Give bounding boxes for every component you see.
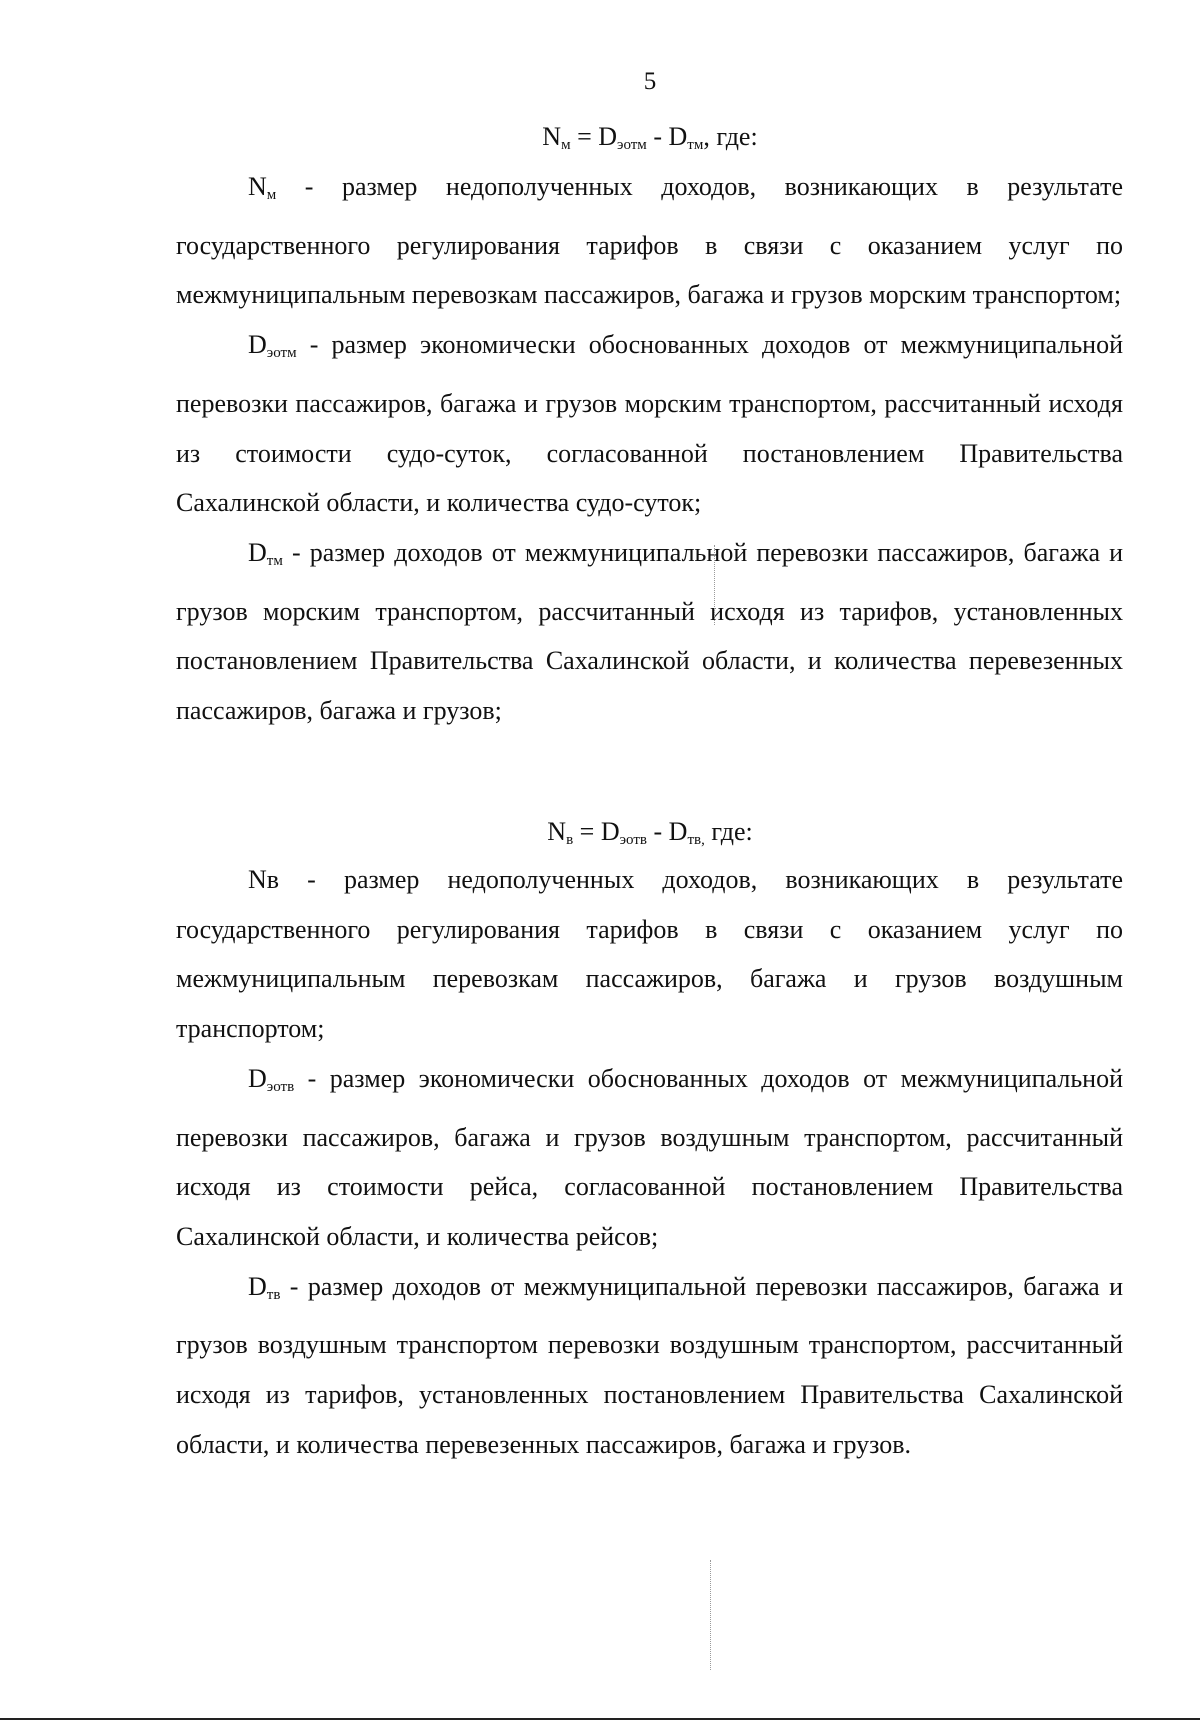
formula-term-2-subscript: тв, <box>687 832 705 848</box>
definition-text: - размер доходов от межмуниципальной перевозки пассажиров, багажа и грузов воздушным транспортом перевозки воздушным транспортом, рассчитанный исходя из тарифов, установленных постановлением Правительства Сахалинской области, и количества перевезенных пассажиров, багажа и грузов. <box>176 1271 1123 1459</box>
definition-symbol: D <box>248 537 267 567</box>
definition-symbol-subscript: тв <box>266 1286 281 1303</box>
formula-tail: где: <box>704 817 753 846</box>
definition-d-eotv <box>176 1054 1123 1262</box>
formula-lhs-subscript: м <box>561 137 571 153</box>
definition-symbol: Nв <box>248 865 280 894</box>
formula-tail: , где: <box>703 122 758 151</box>
definition-text: - размер экономически обоснованных доходов от межмуниципальной перевозки пассажиров, багажа и грузов морским транспортом, рассчитанный исходя из стоимости судо-суток, согласованной постановлением Правительства Сахалинской области, и количества судо-суток; <box>176 330 1123 518</box>
formula-term-1-subscript: эотв <box>619 832 647 848</box>
formula-minus: - <box>647 817 669 846</box>
scan-artifact-dots <box>714 545 716 625</box>
definition-symbol-subscript: эотв <box>266 1078 295 1095</box>
formula-lhs: N <box>547 817 567 846</box>
formula-term-2: D <box>668 122 688 151</box>
formula-term-1: D <box>600 817 620 846</box>
definition-text: - размер доходов от межмуниципальной перевозки пассажиров, багажа и грузов морским транспортом, рассчитанный исходя из тарифов, установленных постановлением Правительства Сахалинской области, и количества перевезенных пассажиров, багажа и грузов; <box>176 537 1123 726</box>
definition-symbol: N <box>248 172 267 201</box>
formula-term-1: D <box>598 122 618 151</box>
definitions-air-transport <box>176 855 1123 1469</box>
formula-minus: - <box>646 122 669 151</box>
definition-text: - размер недополученных доходов, возникающих в результате государственного регулирования тарифов в связи с оказанием услуг по межмуниципальным перевозкам пассажиров, багажа и грузов морским транспортом; <box>176 172 1123 310</box>
definition-text: - размер недополученных доходов, возникающих в результате государственного регулирования тарифов в связи с оказанием услуг по межмуниципальным перевозкам пассажиров, багажа и грузов воздушным транспортом; <box>176 865 1123 1044</box>
formula-lhs: N <box>542 122 562 151</box>
formula-lhs-subscript: в <box>566 832 574 848</box>
definition-n-v <box>176 855 1123 1054</box>
formula-term-1-subscript: эотм <box>617 137 647 153</box>
formula-term-2-subscript: тм <box>687 137 704 153</box>
definition-symbol: D <box>248 1063 267 1093</box>
scan-artifact-dots <box>710 1560 712 1670</box>
scan-edge-line <box>0 1718 1200 1720</box>
definition-symbol-subscript: тм <box>266 552 283 569</box>
definition-d-tm <box>176 528 1123 736</box>
definition-symbol: D <box>248 330 267 360</box>
definition-text: - размер экономически обоснованных доходов от межмуниципальной перевозки пассажиров, багажа и грузов воздушным транспортом, рассчитанный исходя из стоимости рейса, согласованной постановлением Правительства Сахалинской области, и количества рейсов; <box>176 1063 1123 1251</box>
formula-n-v <box>0 812 1200 860</box>
definitions-sea-transport <box>176 162 1123 736</box>
definition-d-tv <box>176 1262 1123 1470</box>
definition-symbol: D <box>248 1271 267 1301</box>
formula-n-m <box>0 117 1200 165</box>
formula-term-2: D <box>668 817 688 846</box>
definition-n-m <box>176 162 1123 320</box>
definition-d-eotm <box>176 320 1123 528</box>
formula-equals: = <box>573 817 601 846</box>
page-number: 5 <box>643 68 657 95</box>
formula-equals: = <box>570 122 599 151</box>
definition-symbol-subscript: м <box>266 187 277 203</box>
definition-symbol-subscript: эотм <box>266 345 297 362</box>
